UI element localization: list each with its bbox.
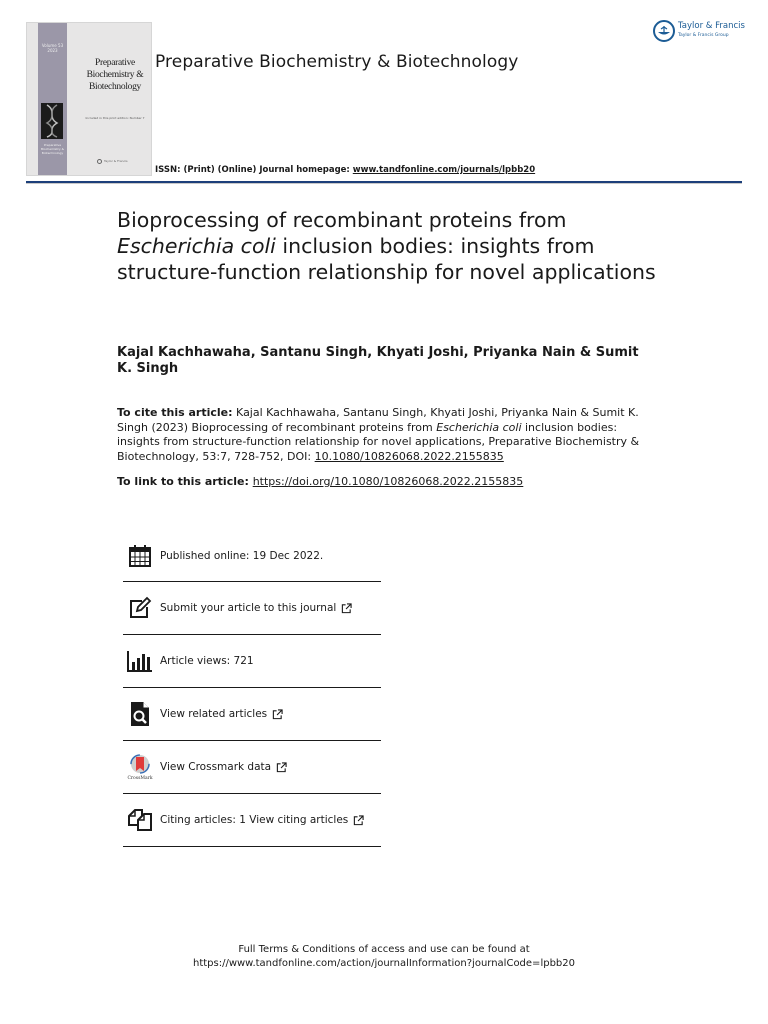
terms-footer-url[interactable]: https://www.tandfonline.com/action/journalInformation?journalCode=lpbb20 — [192, 958, 575, 969]
terms-footer — [0, 943, 768, 971]
article-title: Bioprocessing of recombinant proteins from Escherichia coli inclusion bodies: insights from structure-function relationship for novel applications — [117, 208, 656, 284]
cover-subtitle: Included in this print edition: Number 7 — [85, 116, 145, 120]
info-item-text: Citing articles: 1 View citing articles — [160, 814, 349, 826]
cover-volume-text: Volume 53 2023 — [41, 43, 64, 53]
article-info-list — [123, 530, 381, 847]
cover-title: Preparative Biochemistry & Biotechnology — [86, 58, 144, 92]
info-item-related-articles[interactable] — [123, 688, 381, 741]
article-doi-url-link[interactable]: https://doi.org/10.1080/10826068.2022.2155835 — [252, 475, 524, 488]
external-link-icon — [341, 603, 352, 614]
info-item-text: Submit your article to this journal — [160, 602, 337, 614]
journal-title: Preparative Biochemistry & Biotechnology — [155, 52, 519, 72]
citation-label: To cite this article: — [117, 406, 233, 419]
taylor-francis-logo-icon — [653, 20, 675, 42]
issn-line — [155, 165, 535, 175]
info-item-text: Published online: 19 Dec 2022. — [160, 549, 324, 562]
info-item-article-views — [123, 635, 381, 688]
external-link-icon — [276, 762, 287, 773]
info-item-submit-article[interactable] — [123, 582, 381, 635]
info-item-text: View Crossmark data — [160, 761, 272, 773]
article-authors: Kajal Kachhawaha, Santanu Singh, Khyati Joshi, Priyanka Nain & Sumit K. Singh — [117, 345, 639, 376]
article-title-species: Escherichia coli — [117, 234, 276, 258]
cover-publisher-logo — [97, 158, 129, 164]
article-link-label: To link to this article: — [117, 475, 253, 488]
cover-photo-image — [41, 103, 63, 139]
external-link-icon — [353, 815, 364, 826]
article-link-block — [117, 475, 662, 489]
journal-homepage-link[interactable]: www.tandfonline.com/journals/lpbb20 — [352, 165, 536, 175]
issn-prefix: ISSN: (Print) (Online) Journal homepage: — [155, 165, 353, 175]
publisher-name: Taylor & Francis — [678, 21, 745, 31]
info-item-citing-articles[interactable] — [123, 794, 381, 847]
info-item-text: Article views: 721 — [160, 655, 254, 667]
crossmark-icon — [127, 754, 153, 780]
cover-strip-foot-text: Preparative Biochemistry & Biotechnology — [41, 143, 64, 155]
header-divider-shadow — [26, 183, 742, 184]
publisher-group: Taylor & Francis Group — [678, 33, 729, 38]
publisher-logo[interactable] — [653, 20, 745, 42]
cover-side-strip — [38, 23, 67, 176]
info-item-crossmark[interactable] — [123, 741, 381, 794]
calendar-icon — [127, 543, 153, 569]
info-item-published — [123, 530, 381, 582]
journal-cover-image — [26, 22, 152, 176]
cover-logo-text: Taylor & Francis — [104, 159, 128, 163]
cover-logo-icon — [97, 159, 102, 164]
crossmark-label: CrossMark — [127, 776, 153, 780]
citing-articles-icon — [127, 807, 153, 833]
info-item-text: View related articles — [160, 708, 268, 720]
citation-doi-link[interactable]: 10.1080/10826068.2022.2155835 — [314, 449, 504, 463]
citation-block: To cite this article: Kajal Kachhawaha, Santanu Singh, Khyati Joshi, Priyanka Nain & Sumit K. Singh (2023) Bioprocessing of recombinant proteins from Escherichia coli inclusion bodies: insights from structure-function relationship for novel applications, Preparative Biochemistry & Biotechnology, 53:7, 728-752, DOI: 10.1080/10826068.2022.2155835 — [117, 406, 640, 463]
terms-footer-line1: Full Terms & Conditions of access and use can be found at — [238, 944, 530, 955]
edit-icon — [127, 595, 153, 621]
external-link-icon — [272, 709, 283, 720]
bar-chart-icon — [127, 648, 153, 674]
search-document-icon — [127, 701, 153, 727]
